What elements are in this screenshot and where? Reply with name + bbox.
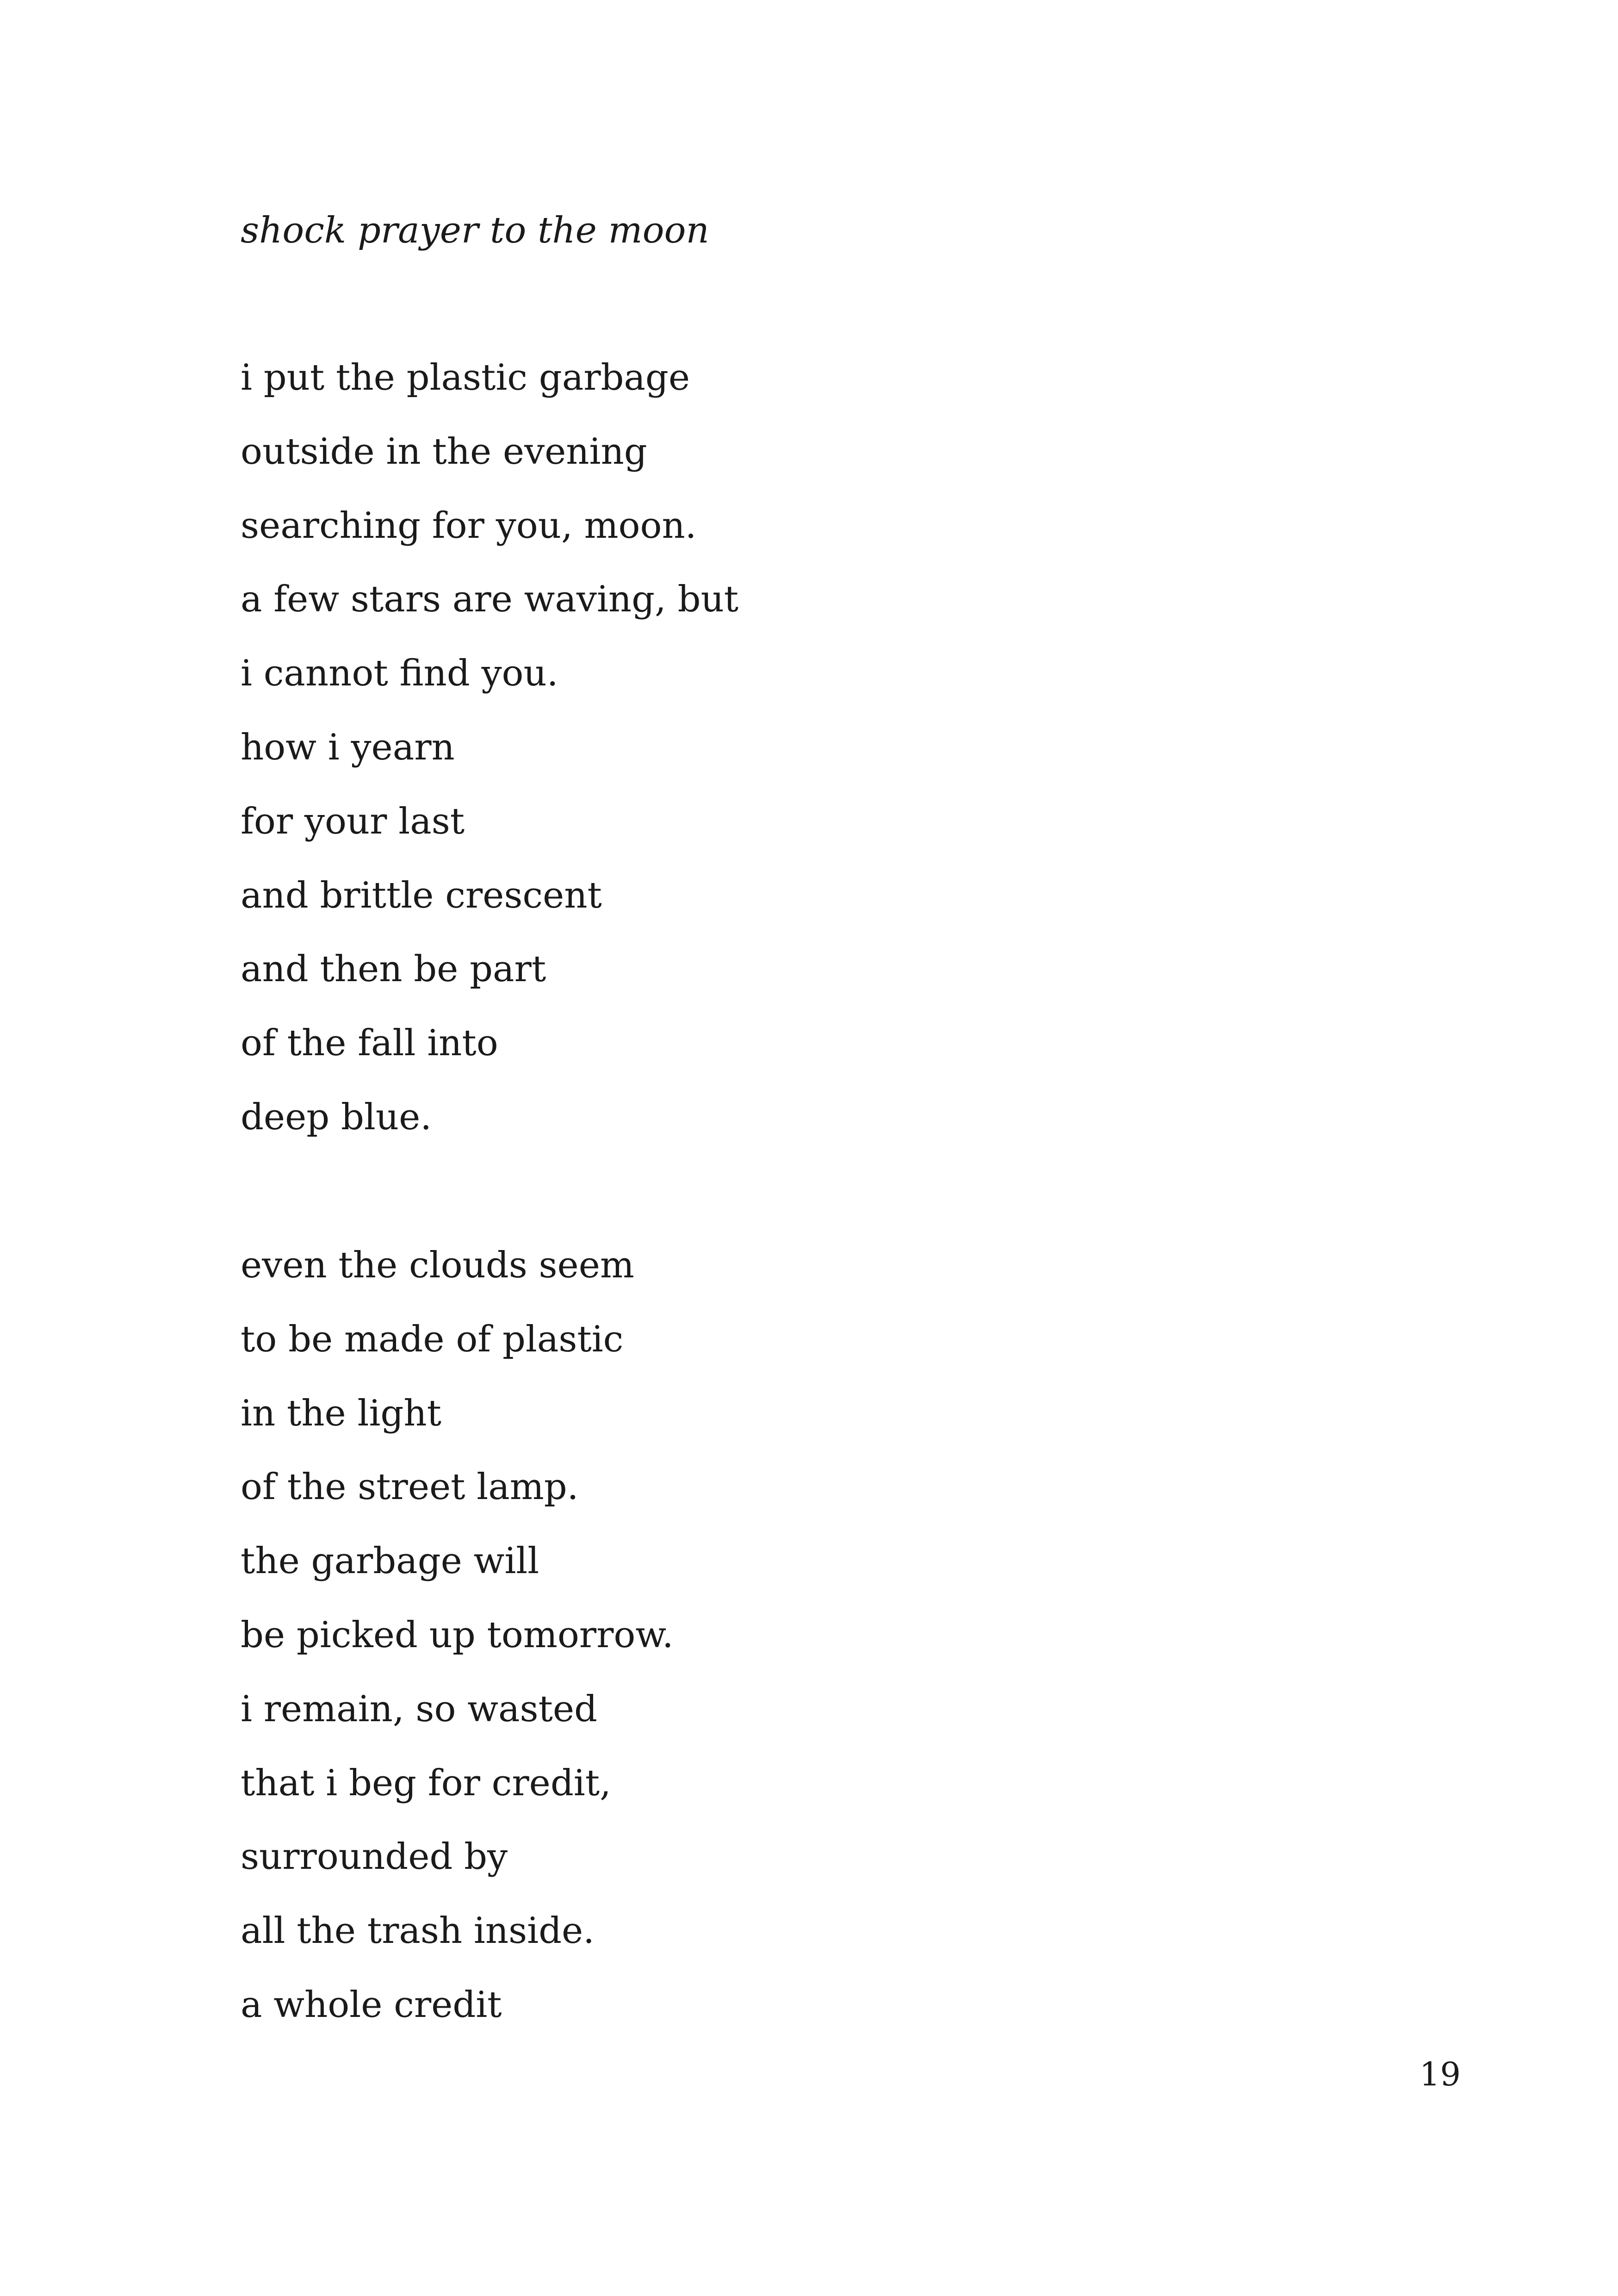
poem-line: searching for you, moon. (241, 504, 697, 547)
poem-line: and then be part (241, 948, 546, 990)
poem-line: that i beg for credit, (241, 1762, 611, 1804)
poem-line: in the light (241, 1392, 441, 1434)
poem-line: be picked up tomorrow. (241, 1614, 674, 1656)
poem-line: how i yearn (241, 726, 455, 768)
poem-line: of the street lamp. (241, 1466, 579, 1508)
poem-line: i cannot find you. (241, 653, 558, 695)
stanza-2 (241, 1229, 674, 2042)
poem-line: all the trash inside. (241, 1910, 595, 1952)
poem-line: and brittle crescent (241, 874, 602, 916)
poem-line: a few stars are waving, but (241, 579, 739, 621)
stanza-1 (241, 341, 738, 1155)
poem-line: the garbage will (241, 1540, 539, 1582)
poem-line: a whole credit (241, 1984, 502, 2026)
poem-line: deep blue. (241, 1096, 432, 1138)
page-number: 19 (1419, 2055, 1461, 2093)
poem-line: for your last (241, 800, 465, 842)
poem-line: i put the plastic garbage (241, 357, 690, 398)
poem-line: to be made of plastic (241, 1318, 624, 1360)
poem-line: i remain, so wasted (241, 1688, 597, 1730)
poem-title: shock prayer to the moon (241, 210, 709, 251)
poem-line: surrounded by (241, 1836, 508, 1878)
poem-line: even the clouds seem (241, 1244, 634, 1286)
poem-line: of the fall into (241, 1022, 498, 1064)
poem-line: outside in the evening (241, 430, 647, 473)
